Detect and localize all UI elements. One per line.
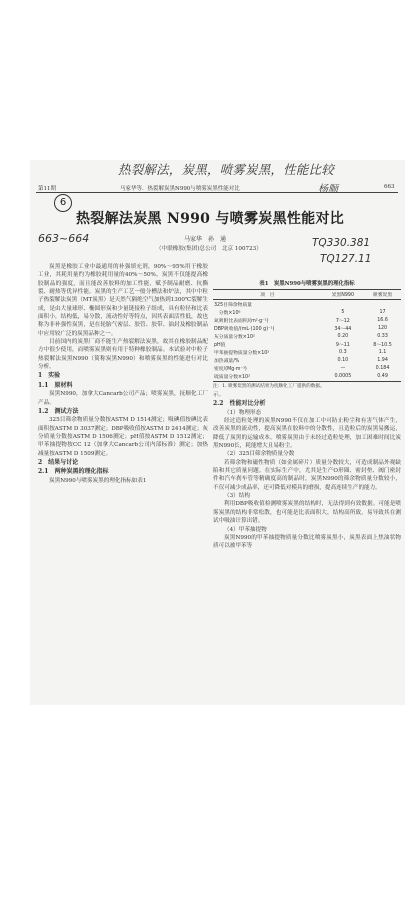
subsection-3-text: 利用DBP吸收值检测喷雾炭黑的结构时，无法得到有效数据。可能是喷雾炭黑的结构非常松散，也可能是比表面积大，结构高所致，易导致其在测试中吸油计算出错。	[213, 501, 401, 525]
table-row	[213, 324, 401, 332]
subsection-1-heading: （1）物理形态	[224, 409, 262, 416]
intro-paragraph-1: 炭黑是橡胶工业中最通用的补强填充剂，90%～95%用于橡胶工业，其耗用量约为橡胶耗用量的40%～50%。炭黑不仅能提高橡胶制品的强度，而且能改善胶料的加工性能，赋予制品耐磨、抗撕裂、耐热等优异性能。炭黑的生产工艺一般分槽法和炉法，其中中粒子热裂解法炭黑（MT炭黑）是天然气隔绝空气加热到1300℃裂解生成，是由大量球形、椭圆形炭和少量链接粒子组成，具有粒径和比表面积小，结构低，易分散，流动性好等特点，因其表面活性低，故也称为非补强性炭黑，是在轮胎气密层、胶管、胶带、油封及橡胶制品中应用较广泛的炭黑品种之一。	[38, 264, 208, 337]
table-cell	[364, 300, 401, 309]
running-title: 马家华等．热裂解炭黑N990与喷雾炭黑性能对比	[120, 186, 240, 192]
table-cell: 甲苯抽提物质量分数×10²	[214, 351, 270, 357]
table-header-spray: 喷雾炭黑	[364, 290, 401, 300]
section-1-1-text: 炭黑N990，加拿大Cancarb公司产品；喷雾炭黑，抚顺化工厂产品。	[38, 391, 208, 406]
right-column-lead: 示。	[213, 392, 225, 398]
table-row	[213, 340, 401, 348]
handwritten-pages: 663~664	[38, 232, 90, 245]
table-row	[213, 332, 401, 340]
table-cell: 0.10	[337, 358, 349, 364]
table-cell: 硫质量分数×10²	[213, 373, 322, 382]
table-cell	[322, 300, 364, 309]
table-row	[213, 308, 401, 316]
table-cell: pH值	[214, 343, 226, 349]
section-2-heading: 2 结果与讨论	[38, 458, 79, 466]
table-cell: 34～44	[334, 326, 352, 332]
table-cell: —	[340, 366, 346, 372]
table-cell: 16.6	[377, 317, 388, 323]
table-header-n990: 炭黑N990	[322, 290, 364, 300]
table-cell: 7～12	[335, 318, 350, 324]
article-affiliation: （中联橡胶(集团)总公司 北京 100723）	[156, 246, 262, 252]
table-cell: 325目筛余物质量	[214, 302, 252, 308]
table-1-title: 表1 炭黑N990与喷雾炭黑的理化指标	[259, 281, 355, 287]
article-number: 6	[54, 194, 72, 212]
intro-paragraph-2: 目前国内的炭黑厂商不能生产热裂解法炭黑，故其在橡胶制品配方中很少使用，而喷雾炭黑则有用于特种橡胶制品。本试验对中粒子热裂解法炭黑N990（简称炭黑N990）和喷雾炭黑的性能进行对比分析。	[38, 339, 208, 371]
table-cell: 0.20	[337, 333, 349, 339]
section-2-1-heading: 2.1 两种炭黑的理化指标	[38, 468, 109, 476]
table-row	[213, 357, 401, 365]
table-cell: 5	[341, 309, 345, 315]
table-cell: 0.3	[339, 350, 347, 356]
handwritten-class-no-1: TQ330.381	[312, 237, 371, 249]
right-column	[213, 391, 401, 551]
issue-label: 第11期	[38, 186, 56, 192]
table-header-item: 项 目	[213, 290, 322, 300]
table-1-grid	[213, 289, 401, 382]
table-cell: 1.1	[378, 350, 387, 356]
table-cell: 分数×10⁶	[214, 310, 241, 316]
table-cell: 0.184	[375, 366, 390, 372]
handwritten-top-note: 热裂解法，炭黑，喷雾炭黑，性能比较	[118, 162, 334, 177]
table-cell: 加热减量/%	[214, 359, 240, 365]
table-cell: 0.33	[377, 333, 388, 339]
subsection-2-text: 若筛余物和磁性物质（如金属碎片）质量分数较大，可造成制品外观缺陷和其它质量问题。在实际生产中，尤其是生产O形圈、密封垫、阀门密封件和汽车刹车管等精确度高的制品时，炭黑N990的筛余物质量分数较小，不仅可减少成品率，还可降低对模具的磨损，提高连续生产的能力。	[213, 459, 401, 491]
table-1	[213, 279, 401, 389]
table-1-note: 注：1. 喷雾炭黑的测试结果为抚顺化工厂提供的数据。	[213, 384, 325, 390]
header-rule	[36, 192, 398, 193]
table-cell: 17	[379, 309, 386, 315]
table-row	[213, 300, 401, 309]
subsection-1-text: 经过造粒处理的炭黑N990不仅在加工中可防止粉尘和有害气体产生，改善炭黑的流动性，提高炭黑在胶料中的分散性，且造粒后的炭黑易搬运，降低了炭黑的运输成本。喷雾炭黑由于未经过造粒处理，加工困难时间比炭黑N990长，耗能增大且易粉尘。	[213, 418, 401, 450]
table-cell: DBP吸收值/(mL·(100 g)⁻¹)	[214, 326, 275, 332]
section-1-2-text: 325目筛余物质量分数按ASTM D 1514测定；吸碘值按碘比表面积按ASTM D 3037测定；DBP吸收值按ASTM D 2414测定；灰分质量分数按ASTM D 1506测定；pH值按ASTM D 1512测定；甲苯抽提物按CC 12（加拿大Cancarb公司内部标准）测定；加热减量按ASTM D 1509测定。	[38, 417, 208, 457]
table-cell: 灰分质量分数×10²	[214, 334, 255, 340]
article-title: 热裂解法炭黑 N990 与喷雾炭黑性能对比	[76, 211, 345, 227]
table-cell: 0.0005	[322, 373, 364, 382]
subsection-4-text: 炭黑N990的甲苯抽提物质量分数比喷雾炭黑小，炭黑表面上焦油状物质可以被甲苯等	[213, 534, 401, 550]
table-cell: 密度/(Mg·m⁻³)	[214, 367, 247, 373]
left-column	[38, 263, 208, 485]
table-row	[213, 373, 401, 382]
table-cell: 氮吸附比表面积/(m²·g⁻¹)	[214, 318, 269, 324]
table-cell: 0.49	[364, 373, 401, 382]
page-number: 663	[384, 184, 395, 190]
article-authors: 马家华 孙 通	[184, 236, 227, 243]
table-cell: 1.94	[377, 358, 388, 364]
subsection-4-heading: （4）甲苯抽提物	[224, 526, 267, 533]
section-1-heading: 1 实验	[38, 372, 61, 380]
handwritten-author-mark: 杨顺	[318, 184, 338, 195]
table-cell: 120	[377, 325, 388, 331]
section-2-1-text: 炭黑N990与喷雾炭黑的理化指标如表1	[49, 477, 147, 484]
subsection-2-heading: （2）325目筛余物质量分数	[224, 451, 295, 458]
section-1-2-heading: 1.2 测试方法	[38, 407, 79, 415]
table-cell: 8～10.5	[373, 343, 392, 349]
table-row	[213, 316, 401, 324]
table-row	[213, 365, 401, 373]
section-1-1-heading: 1.1 原材料	[38, 381, 73, 389]
table-cell: 9～11	[335, 343, 350, 349]
handwritten-class-no-2: TQ127.11	[320, 253, 372, 265]
table-row	[213, 349, 401, 357]
subsection-3-heading: （3）结构	[224, 493, 250, 500]
section-2-2-heading: 2.2 性能对比分析	[213, 400, 266, 408]
